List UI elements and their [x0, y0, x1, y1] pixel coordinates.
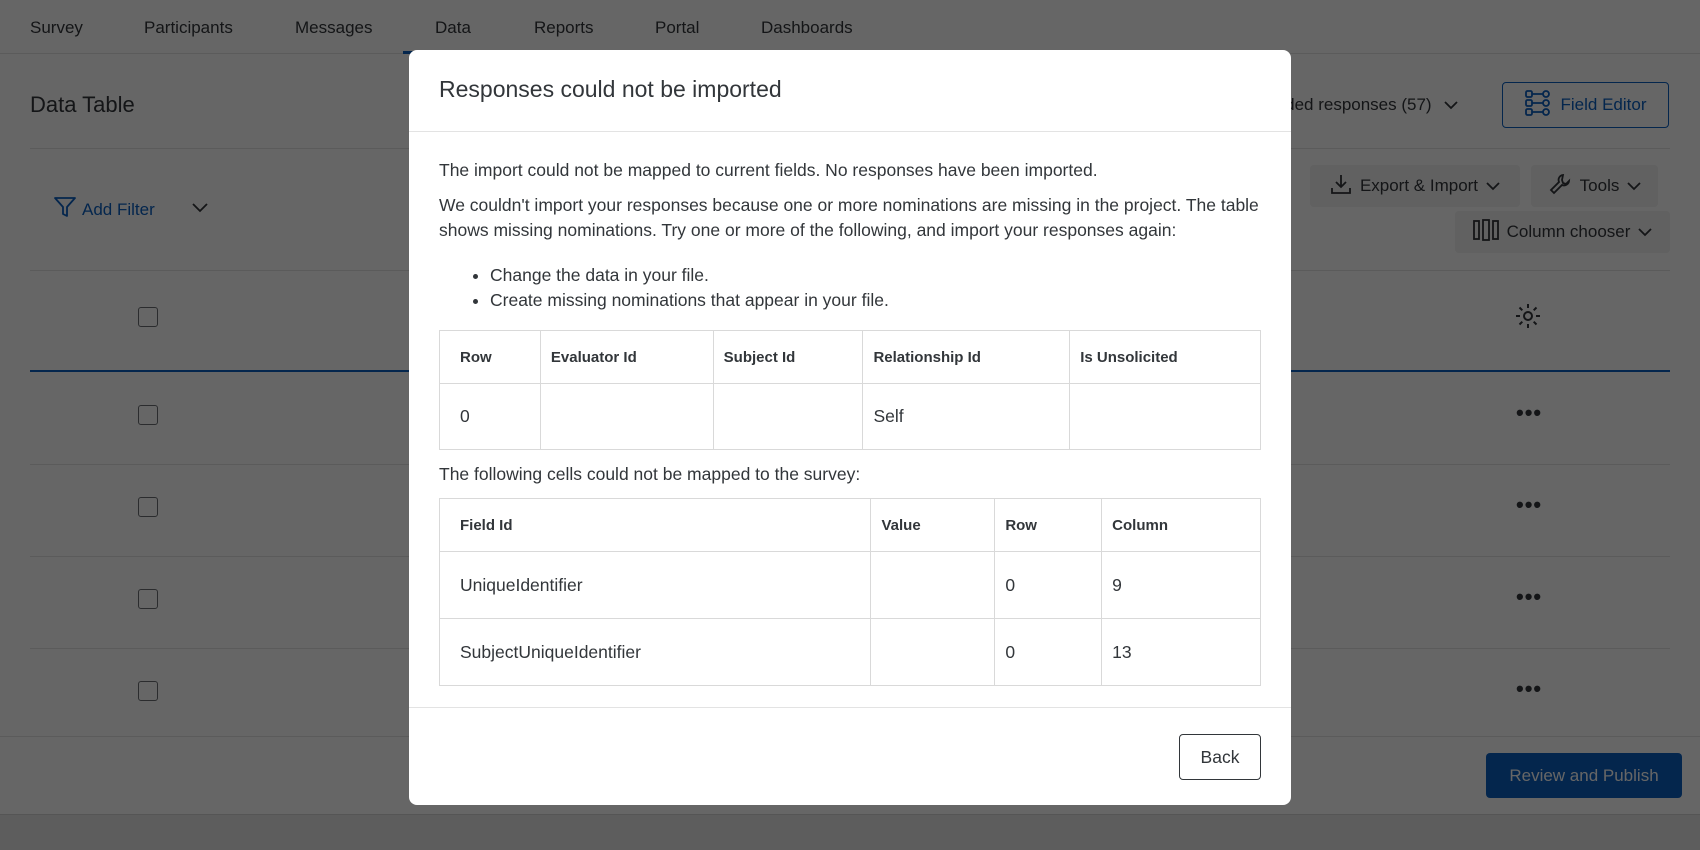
missing-nominations-table — [439, 330, 1261, 450]
table-cell: 0 — [440, 384, 541, 450]
dialog-header — [409, 50, 1291, 132]
table-cell: SubjectUniqueIdentifier — [440, 619, 871, 686]
table-cell: 0 — [995, 552, 1102, 619]
table-header-row — [440, 331, 1261, 384]
table-cell: 13 — [1102, 619, 1261, 686]
column-header: Subject Id — [713, 331, 863, 384]
list-item: • Change the data in your file. — [490, 263, 1261, 288]
table-row — [440, 619, 1261, 686]
column-header: Value — [871, 499, 995, 552]
table-cell: UniqueIdentifier — [440, 552, 871, 619]
table-cell — [871, 619, 995, 686]
import-error-dialog — [409, 50, 1291, 805]
column-header: Is Unsolicited — [1070, 331, 1261, 384]
unmapped-cells-caption: The following cells could not be mapped to the survey: — [439, 464, 861, 484]
dialog-footer — [409, 707, 1291, 805]
table-cell — [540, 384, 713, 450]
suggestion-list — [490, 263, 1261, 313]
dialog-title: Responses could not be imported — [439, 76, 782, 102]
back-button[interactable]: Back — [1179, 734, 1261, 780]
unmapped-cells-table — [439, 498, 1261, 686]
table-cell: Self — [863, 384, 1070, 450]
table-cell: 9 — [1102, 552, 1261, 619]
column-header: Column — [1102, 499, 1261, 552]
table-cell: 0 — [995, 619, 1102, 686]
table-row — [440, 384, 1261, 450]
table-row — [440, 552, 1261, 619]
table-cell — [1070, 384, 1261, 450]
table-cell — [871, 552, 995, 619]
column-header: Row — [440, 331, 541, 384]
column-header: Field Id — [440, 499, 871, 552]
error-summary-text: The import could not be mapped to current fields. No responses have been imported. — [439, 160, 1098, 180]
dialog-body — [409, 132, 1291, 686]
column-header: Evaluator Id — [540, 331, 713, 384]
error-detail-text: We couldn't import your responses because one or more nominations are missing in the project. The table shows missing nominations. Try one or more of the following, and import your responses again: — [439, 195, 1259, 240]
table-cell — [713, 384, 863, 450]
table-header-row — [440, 499, 1261, 552]
column-header: Row — [995, 499, 1102, 552]
column-header: Relationship Id — [863, 331, 1070, 384]
list-item: • Create missing nominations that appear in your file. — [490, 288, 1261, 313]
